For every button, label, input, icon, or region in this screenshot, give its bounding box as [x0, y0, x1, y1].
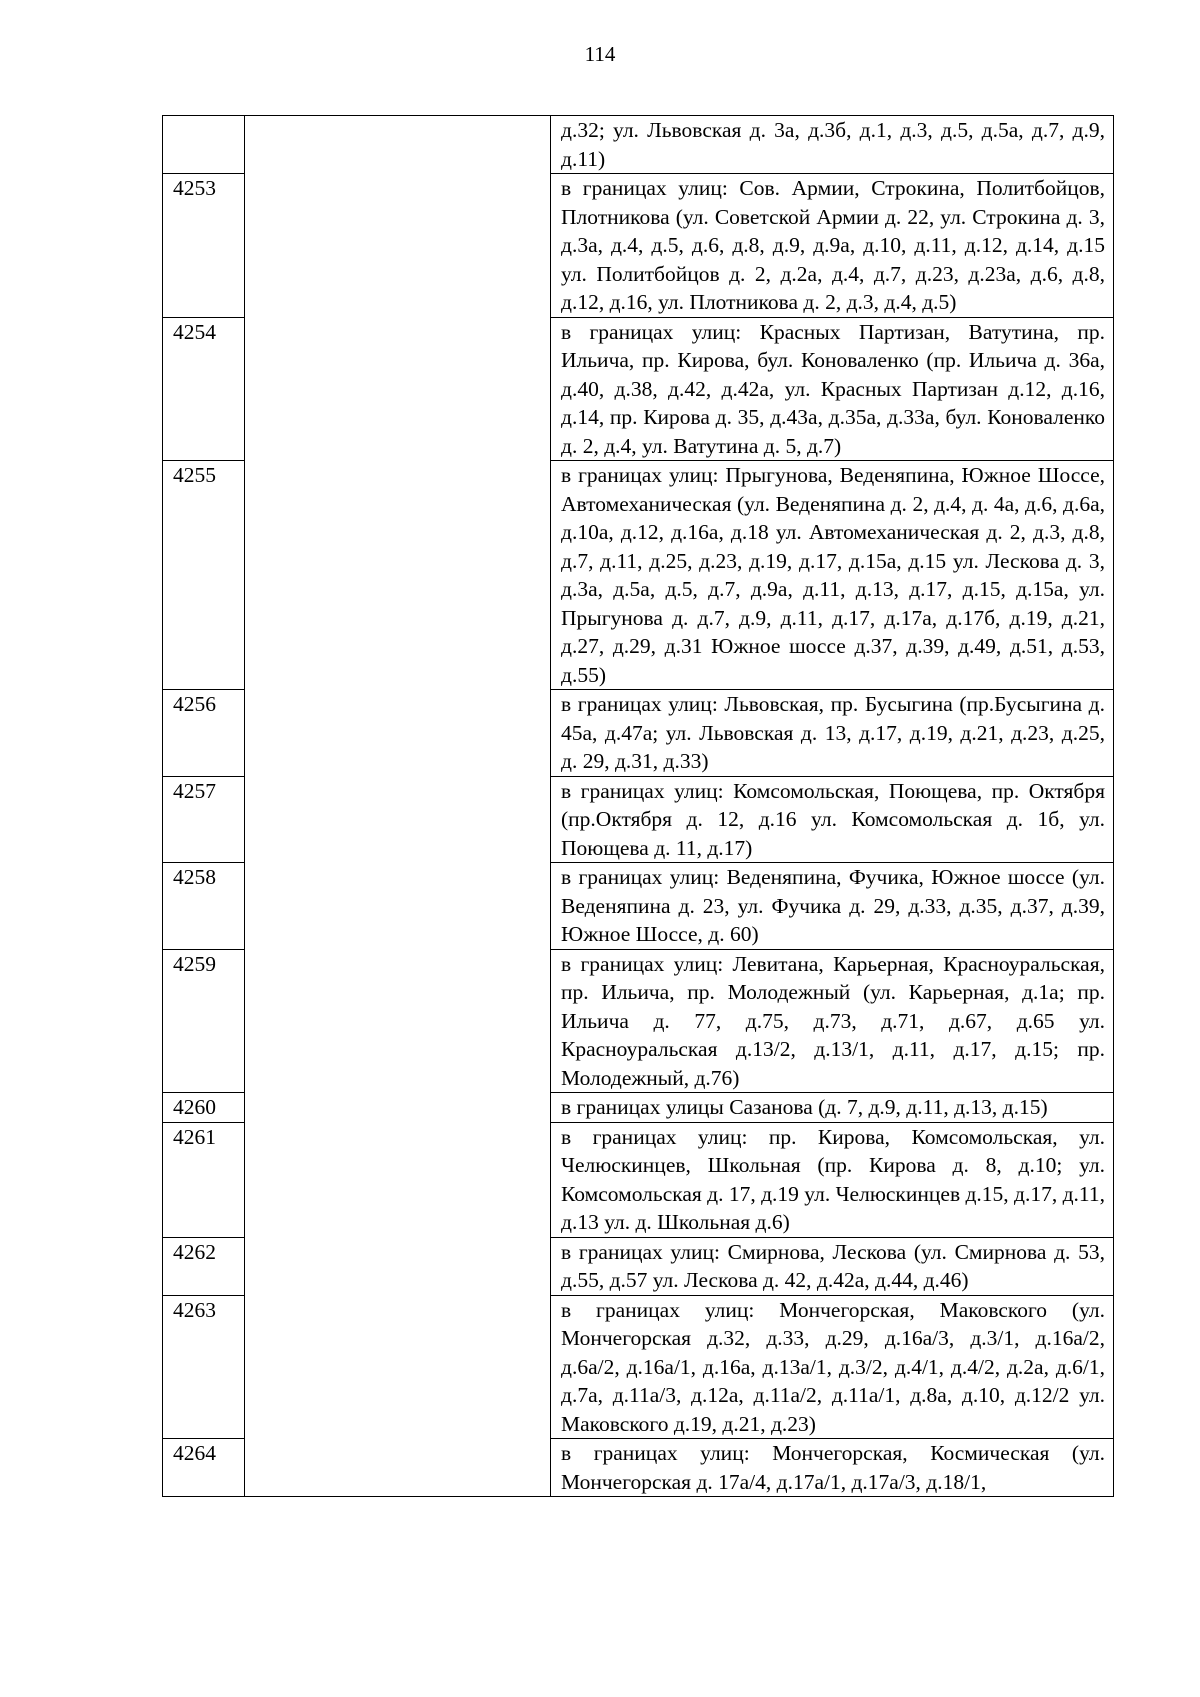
station-number-cell: 4261: [163, 1122, 245, 1237]
station-location-cell: [245, 949, 551, 1093]
table-row: [163, 863, 1114, 950]
station-boundaries-cell: в границах улиц: Сов. Армии, Строкина, Политбойцов, Плотникова (ул. Советской Армии д. 22, ул. Строкина д. 3, д.3а, д.4, д.5, д.6, д.8, д.9, д.9а, д.10, д.11, д.12, д.14, д.15 ул. Политбойцов д. 2, д.2а, д.4, д.7, д.23, д.23а, д.6, д.8, д.12, д.16, ул. Плотникова д. 2, д.3, д.4, д.5): [551, 174, 1114, 318]
station-boundaries-cell: в границах улиц: Веденяпина, Фучика, Южное шоссе (ул. Веденяпина д. 23, ул. Фучика д. 29, д.33, д.35, д.37, д.39, Южное Шоссе, д. 60): [551, 863, 1114, 950]
table-row: [163, 1439, 1114, 1497]
station-number-cell: 4256: [163, 690, 245, 777]
station-location-cell: [245, 690, 551, 777]
station-location-cell: [245, 1295, 551, 1439]
station-boundaries-cell: д.32; ул. Львовская д. 3а, д.3б, д.1, д.3, д.5, д.5а, д.7, д.9, д.11): [551, 116, 1114, 174]
table-row: [163, 317, 1114, 461]
table-row: [163, 1237, 1114, 1295]
station-location-cell: [245, 1439, 551, 1497]
station-boundaries-cell: в границах улиц: Левитана, Карьерная, Красноуральская, пр. Ильича, пр. Молодежный (ул. Карьерная, д.1а; пр. Ильича д. 77, д.75, д.73, д.71, д.67, д.65 ул. Красноуральская д.13/2, д.13/1, д.11, д.17, д.15; пр. Молодежный, д.76): [551, 949, 1114, 1093]
table-row: [163, 776, 1114, 863]
station-boundaries-cell: в границах улиц: пр. Кирова, Комсомольская, ул. Челюскинцев, Школьная (пр. Кирова д. 8, д.10; ул. Комсомольская д. 17, д.19 ул. Челюскинцев д.15, д.17, д.11, д.13 ул. д. Школьная д.6): [551, 1122, 1114, 1237]
table-row: [163, 116, 1114, 174]
table-row: [163, 690, 1114, 777]
table-row: [163, 461, 1114, 690]
station-location-cell: [245, 1093, 551, 1123]
table-row: [163, 174, 1114, 318]
station-location-cell: [245, 116, 551, 174]
polling-stations-table: [162, 115, 1114, 1497]
station-number-cell: [163, 116, 245, 174]
station-location-cell: [245, 1237, 551, 1295]
station-number-cell: 4263: [163, 1295, 245, 1439]
station-location-cell: [245, 1122, 551, 1237]
station-location-cell: [245, 174, 551, 318]
table-row: [163, 1093, 1114, 1123]
station-number-cell: 4258: [163, 863, 245, 950]
station-boundaries-cell: в границах улиц: Смирнова, Лескова (ул. Смирнова д. 53, д.55, д.57 ул. Лескова д. 42, д.42а, д.44, д.46): [551, 1237, 1114, 1295]
table-row: [163, 1295, 1114, 1439]
station-location-cell: [245, 863, 551, 950]
station-number-cell: 4255: [163, 461, 245, 690]
station-boundaries-cell: в границах улиц: Мончегорская, Космическая (ул. Мончегорская д. 17а/4, д.17а/1, д.17а/3, д.18/1,: [551, 1439, 1114, 1497]
station-location-cell: [245, 461, 551, 690]
station-boundaries-cell: в границах улиц: Прыгунова, Веденяпина, Южное Шоссе, Автомеханическая (ул. Веденяпина д. 2, д.4, д. 4а, д.6, д.6а, д.10а, д.12, д.16а, д.18 ул. Автомеханическая д. 2, д.3, д.8, д.7, д.11, д.25, д.23, д.19, д.17, д.15а, д.15 ул. Лескова д. 3, д.3а, д.5а, д.5, д.7, д.9а, д.11, д.13, д.17, д.15, д.15а, ул. Прыгунова д. д.7, д.9, д.11, д.17, д.17а, д.17б, д.19, д.21, д.27, д.29, д.31 Южное шоссе д.37, д.39, д.49, д.51, д.53, д.55): [551, 461, 1114, 690]
station-number-cell: 4257: [163, 776, 245, 863]
station-number-cell: 4254: [163, 317, 245, 461]
table-row: [163, 949, 1114, 1093]
station-boundaries-cell: в границах улиц: Мончегорская, Маковского (ул. Мончегорская д.32, д.33, д.29, д.16а/3, д.3/1, д.16а/2, д.6а/2, д.16а/1, д.16а, д.13а/1, д.3/2, д.4/1, д.4/2, д.2а, д.6/1, д.7а, д.11а/3, д.12а, д.11а/2, д.11а/1, д.8а, д.10, д.12/2 ул. Маковского д.19, д.21, д.23): [551, 1295, 1114, 1439]
station-boundaries-cell: в границах улиц: Красных Партизан, Ватутина, пр. Ильича, пр. Кирова, бул. Коноваленко (пр. Ильича д. 36а, д.40, д.38, д.42, д.42а, ул. Красных Партизан д.12, д.16, д.14, пр. Кирова д. 35, д.43а, д.35а, д.33а, бул. Коноваленко д. 2, д.4, ул. Ватутина д. 5, д.7): [551, 317, 1114, 461]
station-location-cell: [245, 317, 551, 461]
station-boundaries-cell: в границах улиц: Комсомольская, Поющева, пр. Октября (пр.Октября д. 12, д.16 ул. Комсомольская д. 1б, ул. Поющева д. 11, д.17): [551, 776, 1114, 863]
station-boundaries-cell: в границах улицы Сазанова (д. 7, д.9, д.11, д.13, д.15): [551, 1093, 1114, 1123]
table-body: [163, 116, 1114, 1497]
station-number-cell: 4259: [163, 949, 245, 1093]
station-boundaries-cell: в границах улиц: Львовская, пр. Бусыгина (пр.Бусыгина д. 45а, д.47а; ул. Львовская д. 13, д.17, д.19, д.21, д.23, д.25, д. 29, д.31, д.33): [551, 690, 1114, 777]
station-number-cell: 4264: [163, 1439, 245, 1497]
station-location-cell: [245, 776, 551, 863]
station-number-cell: 4253: [163, 174, 245, 318]
station-number-cell: 4262: [163, 1237, 245, 1295]
table-row: [163, 1122, 1114, 1237]
page-number: 114: [584, 42, 616, 66]
station-number-cell: 4260: [163, 1093, 245, 1123]
